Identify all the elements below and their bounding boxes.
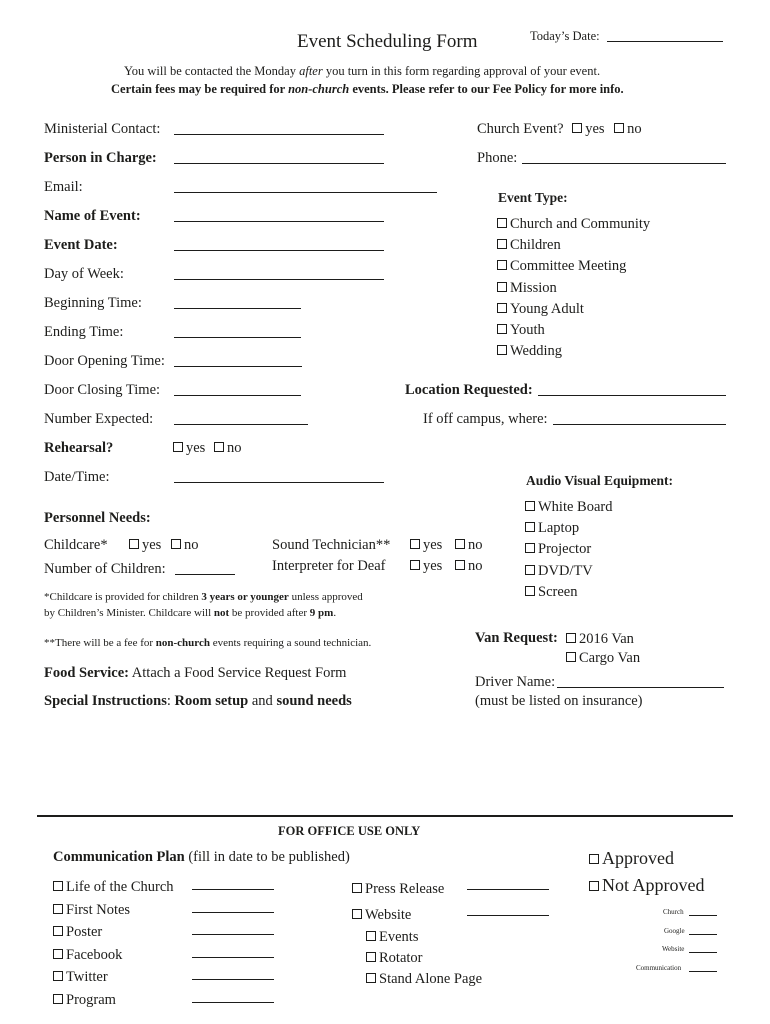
- driver-name-label: Driver Name:: [475, 674, 556, 690]
- comm-first-notes[interactable]: [53, 899, 174, 922]
- option-label: Press Release: [365, 881, 445, 897]
- checkbox-icon: [53, 926, 63, 936]
- event-type-young-adult[interactable]: [497, 299, 650, 320]
- checkbox-icon: [497, 218, 507, 228]
- note-bold: 3 years or younger: [201, 591, 289, 603]
- option-label: Committee Meeting: [510, 258, 627, 275]
- comm-date-field[interactable]: [192, 1002, 274, 1003]
- comm-website[interactable]: [352, 902, 444, 928]
- event-type-list: [497, 214, 650, 362]
- event-type-wedding[interactable]: [497, 341, 650, 362]
- intro-emphasis: after: [299, 64, 323, 78]
- office-use-heading: FOR OFFICE USE ONLY: [278, 824, 421, 838]
- van-cargo-checkbox[interactable]: [566, 649, 640, 668]
- checkbox-icon: [572, 123, 582, 133]
- comm-facebook[interactable]: [53, 944, 174, 967]
- comm-date-field[interactable]: [467, 889, 549, 890]
- signoff-church-label: Church: [663, 908, 684, 916]
- option-label: no: [226, 440, 242, 456]
- checkbox-icon: [497, 324, 507, 334]
- note-bold: 9 pm: [309, 607, 334, 619]
- checkbox-icon: [366, 973, 376, 983]
- option-label: Young Adult: [510, 300, 584, 317]
- event-date-field[interactable]: [174, 250, 384, 251]
- checkbox-icon: [497, 303, 507, 313]
- av-dvd-tv[interactable]: [525, 561, 613, 582]
- signoff-google-label: Google: [664, 927, 685, 935]
- website-sublist: [366, 927, 482, 990]
- checkbox-icon: [566, 633, 576, 643]
- comm-date-field[interactable]: [192, 934, 274, 935]
- checkbox-icon: [614, 123, 624, 133]
- fee-text: Certain fees may be required for: [111, 82, 289, 96]
- option-label: Wedding: [510, 343, 562, 360]
- day-of-week-field[interactable]: [174, 279, 384, 280]
- checkbox-icon: [53, 971, 63, 981]
- checkbox-icon: [497, 239, 507, 249]
- option-label: 2016 Van: [579, 631, 634, 647]
- childcare-yes-checkbox[interactable]: [129, 537, 161, 554]
- option-label: yes: [142, 537, 162, 553]
- approved-checkbox[interactable]: [589, 845, 705, 872]
- note-text: unless approved: [288, 591, 363, 603]
- signoff-website-label: Website: [662, 945, 685, 953]
- checkbox-icon: [497, 260, 507, 270]
- option-label: Approved: [602, 848, 674, 868]
- off-campus-label: If off campus, where:: [423, 411, 548, 427]
- personnel-needs-heading: Personnel Needs:: [44, 510, 151, 526]
- location-requested-field[interactable]: [538, 395, 726, 396]
- comm-date-field[interactable]: [467, 915, 549, 916]
- option-label: Church and Community: [510, 216, 651, 232]
- door-closing-time-field[interactable]: [174, 395, 301, 396]
- off-campus-field[interactable]: [553, 424, 726, 425]
- church-event-yes-checkbox[interactable]: [572, 121, 604, 138]
- checkbox-icon: [173, 442, 183, 452]
- person-in-charge-label: Person in Charge:: [44, 150, 157, 166]
- todays-date-field[interactable]: [607, 41, 723, 42]
- av-white-board[interactable]: [525, 497, 613, 518]
- phone-label: Phone:: [477, 150, 518, 166]
- beginning-time-field[interactable]: [174, 308, 301, 309]
- rehearsal-label: Rehearsal?: [44, 440, 114, 456]
- event-type-heading: Event Type:: [498, 190, 568, 205]
- option-label: Facebook: [66, 946, 123, 963]
- number-expected-label: Number Expected:: [44, 411, 154, 427]
- option-label: Laptop: [538, 520, 580, 537]
- option-label: Not Approved: [602, 875, 705, 895]
- note-bold: non-church: [155, 637, 210, 649]
- driver-name-field[interactable]: [557, 687, 724, 688]
- option-label: Children: [510, 237, 561, 254]
- web-rotator[interactable]: [366, 948, 482, 969]
- rehearsal-options: [173, 440, 241, 457]
- childcare-options: [129, 537, 198, 554]
- checkbox-icon: [497, 282, 507, 292]
- option-label: no: [627, 121, 642, 137]
- option-label: DVD/TV: [538, 562, 593, 579]
- checkbox-icon: [53, 994, 63, 1004]
- option-label: no: [183, 537, 199, 553]
- option-label: Stand Alone Page: [379, 971, 483, 987]
- email-label: Email:: [44, 179, 83, 195]
- note-text: **There will be a fee for: [44, 637, 156, 649]
- number-expected-field[interactable]: [174, 424, 308, 425]
- note-bold: not: [213, 607, 230, 619]
- comm-life-of-the-church[interactable]: [53, 876, 174, 899]
- option-label: Twitter: [66, 969, 108, 986]
- ministerial-contact-field[interactable]: [174, 134, 384, 135]
- note-text: be provided after: [229, 607, 310, 619]
- checkbox-icon: [129, 539, 139, 549]
- comm-plan-col1: [53, 876, 174, 1012]
- option-label: yes: [423, 537, 443, 553]
- van-request-label: Van Request:: [475, 630, 558, 646]
- comm-program[interactable]: [53, 989, 174, 1012]
- sound-technician-no-checkbox[interactable]: [455, 537, 483, 554]
- checkbox-icon: [53, 949, 63, 959]
- web-events[interactable]: [366, 927, 482, 948]
- number-of-children-label: Number of Children:: [44, 561, 166, 577]
- checkbox-icon: [366, 952, 376, 962]
- rehearsal-yes-checkbox[interactable]: [173, 440, 205, 457]
- sound-fee-note: [44, 636, 371, 650]
- option-label: Mission: [510, 279, 557, 296]
- comm-press-release[interactable]: [352, 876, 444, 902]
- van-2016-checkbox[interactable]: [566, 630, 640, 649]
- sound-technician-yes-checkbox[interactable]: [410, 537, 442, 554]
- food-service-label: Food Service:: [44, 665, 129, 681]
- note-text: by Children’s Minister. Childcare will: [44, 607, 214, 619]
- communication-plan-label: Communication Plan: [53, 849, 185, 865]
- ministerial-contact-label: Ministerial Contact:: [44, 121, 161, 137]
- checkbox-icon: [214, 442, 224, 452]
- comm-date-field[interactable]: [192, 889, 274, 890]
- option-label: Projector: [538, 541, 592, 558]
- checkbox-icon: [497, 345, 507, 355]
- checkbox-icon: [352, 883, 362, 893]
- interpreter-options: [410, 558, 482, 575]
- checkbox-icon: [525, 501, 535, 511]
- signoff-website-field[interactable]: [689, 952, 717, 953]
- and-text: and: [248, 693, 277, 709]
- option-label: no: [467, 558, 483, 574]
- option-label: Website: [365, 907, 412, 923]
- checkbox-icon: [366, 931, 376, 941]
- checkbox-icon: [171, 539, 181, 549]
- checkbox-icon: [352, 909, 362, 919]
- approval-options: [589, 845, 705, 899]
- church-event-label: Church Event?: [477, 121, 564, 137]
- checkbox-icon: [410, 539, 420, 549]
- comm-plan-col2: [352, 876, 444, 928]
- door-opening-time-label: Door Opening Time:: [44, 353, 165, 369]
- communication-plan-line: [53, 849, 350, 866]
- signoff-communication-field[interactable]: [689, 971, 717, 972]
- comm-date-field[interactable]: [192, 957, 274, 958]
- option-label: no: [467, 537, 483, 553]
- av-projector[interactable]: [525, 539, 613, 560]
- checkbox-icon: [455, 539, 465, 549]
- option-label: First Notes: [66, 901, 131, 918]
- special-instructions-line: [44, 693, 352, 710]
- special-colon: :: [166, 693, 175, 709]
- checkbox-icon: [589, 881, 599, 891]
- event-type-committee-meeting[interactable]: [497, 256, 650, 277]
- comm-twitter[interactable]: [53, 966, 174, 989]
- sound-technician-options: [410, 537, 482, 554]
- sound-needs-text: sound needs: [276, 693, 352, 709]
- intro-line-1: [124, 64, 600, 79]
- checkbox-icon: [53, 881, 63, 891]
- phone-field[interactable]: [522, 163, 726, 164]
- church-event-row: [477, 121, 642, 138]
- event-type-mission[interactable]: [497, 278, 650, 299]
- option-label: Screen: [538, 583, 578, 600]
- option-label: Events: [379, 929, 419, 945]
- note-text: events requiring a sound technician.: [209, 637, 372, 649]
- number-of-children-field[interactable]: [175, 574, 235, 575]
- option-label: yes: [585, 121, 605, 137]
- food-service-text: Attach a Food Service Request Form: [128, 665, 347, 681]
- av-screen[interactable]: [525, 582, 613, 603]
- checkbox-icon: [410, 560, 420, 570]
- checkbox-icon: [455, 560, 465, 570]
- interpreter-yes-checkbox[interactable]: [410, 558, 442, 575]
- communication-plan-note: (fill in date to be published): [184, 849, 350, 865]
- intro-text: You will be contacted the Monday: [124, 64, 300, 78]
- signoff-google-field[interactable]: [689, 934, 717, 935]
- option-label: Youth: [510, 322, 545, 339]
- page-title: Event Scheduling Form: [297, 31, 478, 52]
- checkbox-icon: [525, 543, 535, 553]
- special-instructions-label: Special Instructions: [44, 693, 167, 709]
- signoff-church-field[interactable]: [689, 915, 717, 916]
- checkbox-icon: [589, 854, 599, 864]
- food-service-line: [44, 665, 346, 682]
- intro-line-2: [111, 82, 624, 97]
- insurance-note: (must be listed on insurance): [475, 693, 643, 709]
- event-date-label: Event Date:: [44, 237, 118, 253]
- checkbox-icon: [53, 904, 63, 914]
- comm-date-field[interactable]: [192, 912, 274, 913]
- childcare-label: Childcare*: [44, 537, 108, 553]
- todays-date-label: Today’s Date:: [530, 29, 600, 43]
- door-opening-time-field[interactable]: [174, 366, 302, 367]
- ending-time-label: Ending Time:: [44, 324, 124, 340]
- option-label: Life of the Church: [66, 879, 174, 895]
- rehearsal-no-checkbox[interactable]: [214, 440, 242, 457]
- av-equipment-heading: Audio Visual Equipment:: [526, 473, 674, 488]
- comm-date-field[interactable]: [192, 979, 274, 980]
- checkbox-icon: [566, 652, 576, 662]
- church-event-no-checkbox[interactable]: [614, 121, 642, 138]
- signoff-communication-label: Communication: [636, 964, 682, 972]
- event-type-children[interactable]: [497, 235, 650, 256]
- av-laptop[interactable]: [525, 518, 613, 539]
- option-label: White Board: [538, 499, 613, 515]
- note-text: .: [333, 607, 337, 619]
- fee-text: events. Please refer to our Fee Policy for more info.: [349, 82, 624, 96]
- date-time-field[interactable]: [174, 482, 384, 483]
- room-setup-text: Room setup: [174, 693, 249, 709]
- option-label: yes: [423, 558, 443, 574]
- intro-text: you turn in this form regarding approval of your event.: [322, 64, 601, 78]
- option-label: yes: [186, 440, 206, 456]
- not-approved-checkbox[interactable]: [589, 872, 705, 899]
- date-time-label: Date/Time:: [44, 469, 110, 485]
- option-label: Poster: [66, 924, 103, 941]
- interpreter-label: Interpreter for Deaf: [272, 558, 386, 574]
- van-options: [566, 630, 640, 668]
- checkbox-icon: [525, 586, 535, 596]
- web-stand-alone-page[interactable]: [366, 969, 482, 990]
- checkbox-icon: [525, 522, 535, 532]
- note-text: *Childcare is provided for children: [44, 591, 202, 603]
- name-of-event-field[interactable]: [174, 221, 384, 222]
- name-of-event-label: Name of Event:: [44, 208, 141, 224]
- comm-poster[interactable]: [53, 921, 174, 944]
- option-label: Rotator: [379, 950, 423, 966]
- event-type-youth[interactable]: [497, 320, 650, 341]
- beginning-time-label: Beginning Time:: [44, 295, 142, 311]
- childcare-note-line-1: [44, 590, 363, 604]
- email-field[interactable]: [174, 192, 437, 193]
- av-equipment-list: [525, 497, 613, 603]
- person-in-charge-field[interactable]: [174, 163, 384, 164]
- office-divider: [37, 815, 733, 817]
- door-closing-time-label: Door Closing Time:: [44, 382, 161, 398]
- ending-time-field[interactable]: [174, 337, 301, 338]
- event-type-church-and-community[interactable]: [497, 214, 650, 235]
- option-label: Program: [66, 991, 116, 1008]
- interpreter-no-checkbox[interactable]: [455, 558, 483, 575]
- childcare-no-checkbox[interactable]: [171, 537, 199, 554]
- childcare-note-line-2: [44, 606, 336, 620]
- location-requested-label: Location Requested:: [405, 382, 533, 398]
- day-of-week-label: Day of Week:: [44, 266, 124, 282]
- fee-emphasis: non-church: [288, 82, 350, 96]
- checkbox-icon: [525, 565, 535, 575]
- sound-technician-label: Sound Technician**: [272, 537, 391, 553]
- option-label: Cargo Van: [579, 650, 641, 666]
